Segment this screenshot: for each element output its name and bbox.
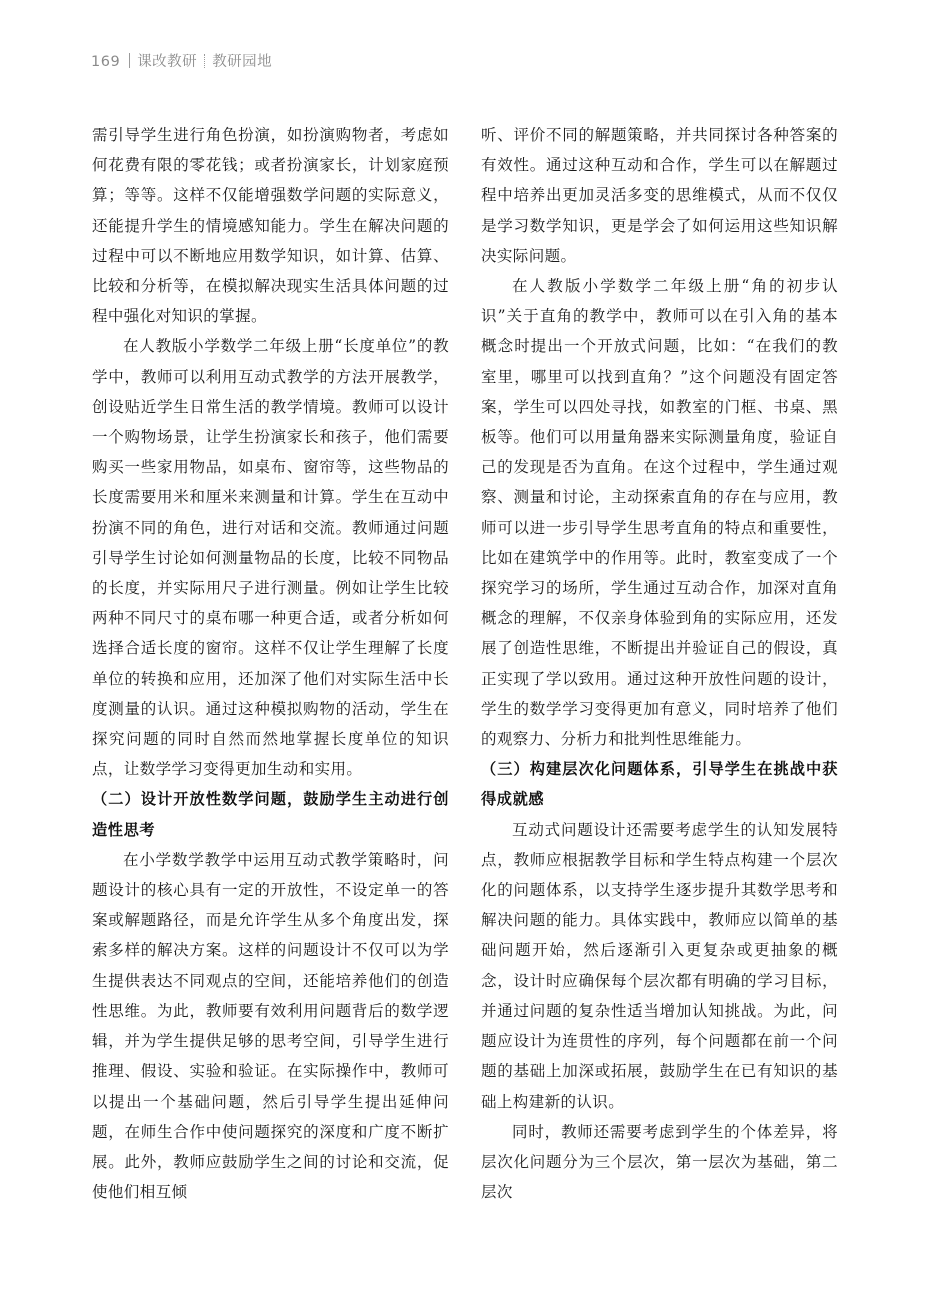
paragraph: 在小学数学教学中运用互动式教学策略时，问题设计的核心具有一定的开放性，不设定单一的答案或解题路径，而是允许学生从多个角度出发，探索多样的解决方案。这样的问题设计不仅可以为学生提供表达不同观点的空间，还能培养他们的创造性思维。为此，教师要有效利用问题背后的数学逻辑，并为学生提供足够的思考空间，引导学生进行推理、假设、实验和验证。在实际操作中，教师可以提出一个基础问题，然后引导学生提出延伸问题，在师生合作中使问题探究的深度和广度不断扩展。此外，教师应鼓励学生之间的讨论和交流，促使他们相互倾 [92, 850, 449, 1202]
running-header [91, 50, 272, 71]
page-number: 169 [91, 54, 121, 70]
paragraph: 听、评价不同的解题策略，并共同探讨各种答案的有效性。通过这种互动和合作，学生可以在解题过程中培养出更加灵活多变的思维模式，从而不仅仅是学习数学知识，更是学会了如何运用这些知识解决实际问题。 [481, 126, 838, 265]
paragraph: 在人教版小学数学二年级上册“长度单位”的教学中，教师可以利用互动式教学的方法开展教学，创设贴近学生日常生活的教学情境。教师可以设计一个购物场景，让学生扮演家长和孩子，他们需要购买一些家用物品，如桌布、窗帘等，这些物品的长度需要用米和厘米来测量和计算。学生在互动中扮演不同的角色，进行对话和交流。教师通过问题引导学生讨论如何测量物品的长度，比较不同物品的长度，并实际用尺子进行测量。例如让学生比较两种不同尺寸的桌布哪一种更合适，或者分析如何选择合适长度的窗帘。这样不仅让学生理解了长度单位的转换和应用，还加深了他们对实际生活中长度测量的认识。通过这种模拟购物的活动，学生在探究问题的同时自然而然地掌握长度单位的知识点，让数学学习变得更加生动和实用。 [92, 337, 449, 779]
paragraph: 同时，教师还需要考虑到学生的个体差异，将层次化问题分为三个层次，第一层次为基础，第二层次 [481, 1122, 838, 1202]
header-dotted-divider [204, 54, 205, 68]
paragraph: 需引导学生进行角色扮演，如扮演购物者，考虑如何花费有限的零花钱；或者扮演家长，计划家庭预算；等等。这样不仅能增强数学问题的实际意义，还能提升学生的情境感知能力。学生在解决问题的过程中可以不断地应用数学知识，如计算、估算、比较和分析等，在模拟解决现实生活具体问题的过程中强化对知识的掌握。 [92, 126, 449, 326]
section-heading: （三）构建层次化问题体系，引导学生在挑战中获得成就感 [481, 760, 838, 809]
column-name: 教研园地 [212, 54, 273, 70]
header-divider [129, 53, 130, 68]
paragraph: 互动式问题设计还需要考虑学生的认知发展特点，教师应根据教学目标和学生特点构建一个层次化的问题体系，以支持学生逐步提升其数学思考和解决问题的能力。具体实践中，教师应以简单的基础问题开始，然后逐渐引入更复杂或更抽象的概念，设计时应确保每个层次都有明确的学习目标，并通过问题的复杂性适当增加认知挑战。为此，问题应设计为连贯性的序列，每个问题都在前一个问题的基础上加深或拓展，鼓励学生在已有知识的基础上构建新的认识。 [481, 820, 838, 1111]
section-name: 课改教研 [137, 54, 198, 70]
paragraph: 在人教版小学数学二年级上册“角的初步认识”关于直角的教学中，教师可以在引入角的基本概念时提出一个开放式问题，比如：“在我们的教室里，哪里可以找到直角？”这个问题没有固定答案，学生可以四处寻找，如教室的门框、书桌、黑板等。他们可以用量角器来实际测量角度，验证自己的发现是否为直角。在这个过程中，学生通过观察、测量和讨论，主动探索直角的存在与应用，教师可以进一步引导学生思考直角的特点和重要性，比如在建筑学中的作用等。此时，教室变成了一个探究学习的场所，学生通过互动合作，加深对直角概念的理解，不仅亲身体验到角的实际应用，还发展了创造性思维，不断提出并验证自己的假设，真正实现了学以致用。通过这种开放性问题的设计，学生的数学学习变得更加有意义，同时培养了他们的观察力、分析力和批判性思维能力。 [481, 277, 838, 749]
right-column [481, 120, 838, 1207]
section-heading: （二）设计开放性数学问题，鼓励学生主动进行创造性思考 [92, 790, 449, 839]
left-column [92, 120, 449, 1207]
